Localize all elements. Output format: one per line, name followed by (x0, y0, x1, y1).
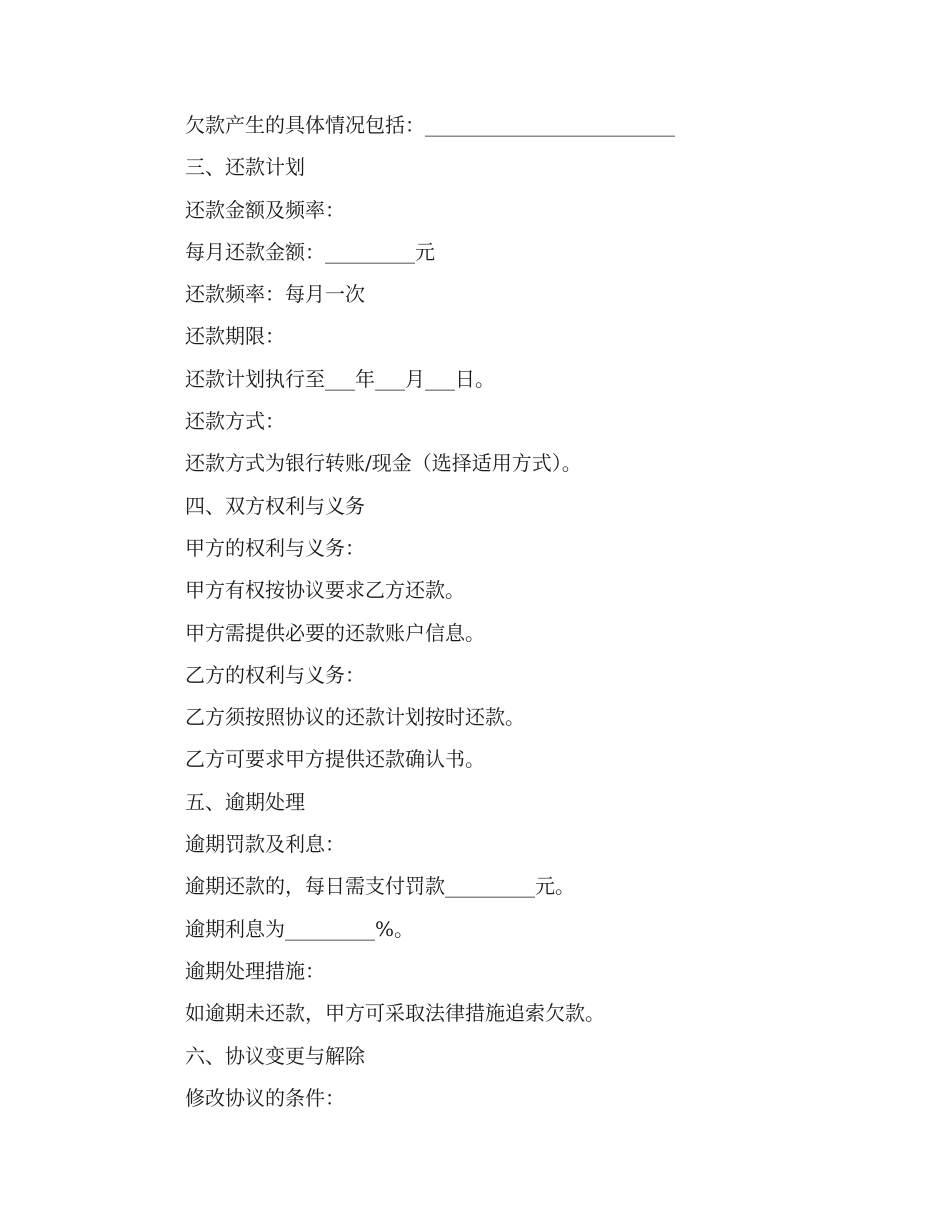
party-a-right-line: 甲方有权按协议要求乙方还款。 (185, 578, 465, 603)
subheading-party-a: 甲方的权利与义务： (185, 535, 365, 560)
section-heading-rights-obligations: 四、双方权利与义务 (185, 493, 365, 518)
party-b-right-line: 乙方可要求甲方提供还款确认书。 (185, 747, 485, 772)
subheading-overdue-measures: 逾期处理措施： (185, 958, 325, 983)
section-heading-change-termination: 六、协议变更与解除 (185, 1043, 365, 1068)
party-b-obligation-line: 乙方须按照协议的还款计划按时还款。 (185, 705, 525, 730)
term-date-line: 还款计划执行至___年___月___日。 (185, 366, 495, 391)
overdue-interest-line: 逾期利息为_________%。 (185, 916, 415, 941)
subheading-term: 还款期限： (185, 324, 285, 349)
method-line: 还款方式为银行转账/现金（选择适用方式）。 (185, 451, 582, 476)
monthly-amount-line: 每月还款金额：_________元 (185, 239, 435, 264)
section-heading-repayment-plan: 三、还款计划 (185, 155, 305, 180)
subheading-party-b: 乙方的权利与义务： (185, 662, 365, 687)
debt-details-line: 欠款产生的具体情况包括：_________________________ (185, 113, 675, 137)
section-heading-overdue: 五、逾期处理 (185, 789, 305, 814)
party-a-obligation-line: 甲方需提供必要的还款账户信息。 (185, 620, 485, 645)
subheading-method: 还款方式： (185, 409, 285, 434)
legal-measures-line: 如逾期未还款，甲方可采取法律措施追索欠款。 (185, 1001, 605, 1026)
subheading-penalty-interest: 逾期罚款及利息： (185, 832, 345, 857)
daily-penalty-line: 逾期还款的，每日需支付罚款_________元。 (185, 874, 575, 899)
subheading-amount-frequency: 还款金额及频率： (185, 197, 345, 222)
frequency-line: 还款频率：每月一次 (185, 282, 365, 307)
subheading-modification-conditions: 修改协议的条件： (185, 1085, 345, 1110)
document-body (185, 104, 885, 1119)
